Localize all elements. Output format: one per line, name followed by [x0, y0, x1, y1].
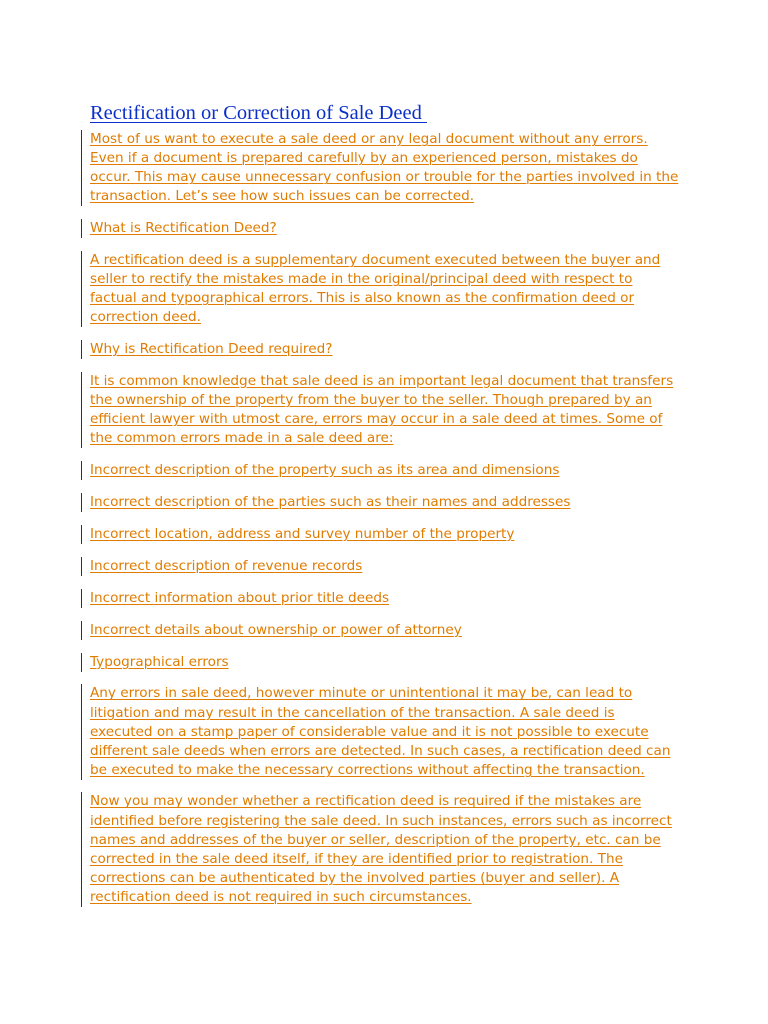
paragraph-before-registration[interactable]: Now you may wonder whether a rectification deed is required if the mistakes are identified before registering the sale deed. In such instances, errors such as incorrect names and addresses of the buyer or seller, description of the property, etc. can be corrected in the sale deed itself, if they are identified prior to registration. The corrections can be authenticated by the involved parties (buyer and seller). A rectification deed is not required in such circumstances. [81, 792, 681, 907]
list-item-error-prior-title-deeds[interactable]: Incorrect information about prior title deeds [81, 589, 681, 608]
heading-why-required[interactable]: Why is Rectification Deed required? [81, 340, 681, 359]
document-body [81, 130, 681, 920]
list-item-error-property-description[interactable]: Incorrect description of the property such as its area and dimensions [81, 461, 681, 480]
list-item-error-location[interactable]: Incorrect location, address and survey number of the property [81, 525, 681, 544]
heading-what-is-rectification-deed[interactable]: What is Rectification Deed? [81, 219, 681, 238]
paragraph-definition[interactable]: A rectification deed is a supplementary document executed between the buyer and seller to rectify the mistakes made in the original/principal deed with respect to factual and typographical errors. This is also known as the confirmation deed or correction deed. [81, 251, 681, 327]
paragraph-consequences[interactable]: Any errors in sale deed, however minute or unintentional it may be, can lead to litigation and may result in the cancellation of the transaction. A sale deed is executed on a stamp paper of considerable value and it is not possible to execute different sale deeds when errors are detected. In such cases, a rectification deed can be executed to make the necessary corrections without affecting the transaction. [81, 684, 681, 779]
list-item-error-revenue-records[interactable]: Incorrect description of revenue records [81, 557, 681, 576]
paragraph-common-errors-intro[interactable]: It is common knowledge that sale deed is an important legal document that transfers the ownership of the property from the buyer to the seller. Though prepared by an efficient lawyer with utmost care, errors may occur in a sale deed at times. Some of the common errors made in a sale deed are: [81, 372, 681, 448]
list-item-error-parties-description[interactable]: Incorrect description of the parties such as their names and addresses [81, 493, 681, 512]
paragraph-intro[interactable]: Most of us want to execute a sale deed or any legal document without any errors. Even if a document is prepared carefully by an experienced person, mistakes do occur. This may cause unnecessary confusion or trouble for the parties involved in the transaction. Let’s see how such issues can be corrected. [81, 130, 681, 206]
list-item-error-ownership[interactable]: Incorrect details about ownership or power of attorney [81, 621, 681, 640]
document-title[interactable]: Rectification or Correction of Sale Deed [90, 102, 427, 124]
list-item-error-typographical[interactable]: Typographical errors [81, 653, 681, 672]
